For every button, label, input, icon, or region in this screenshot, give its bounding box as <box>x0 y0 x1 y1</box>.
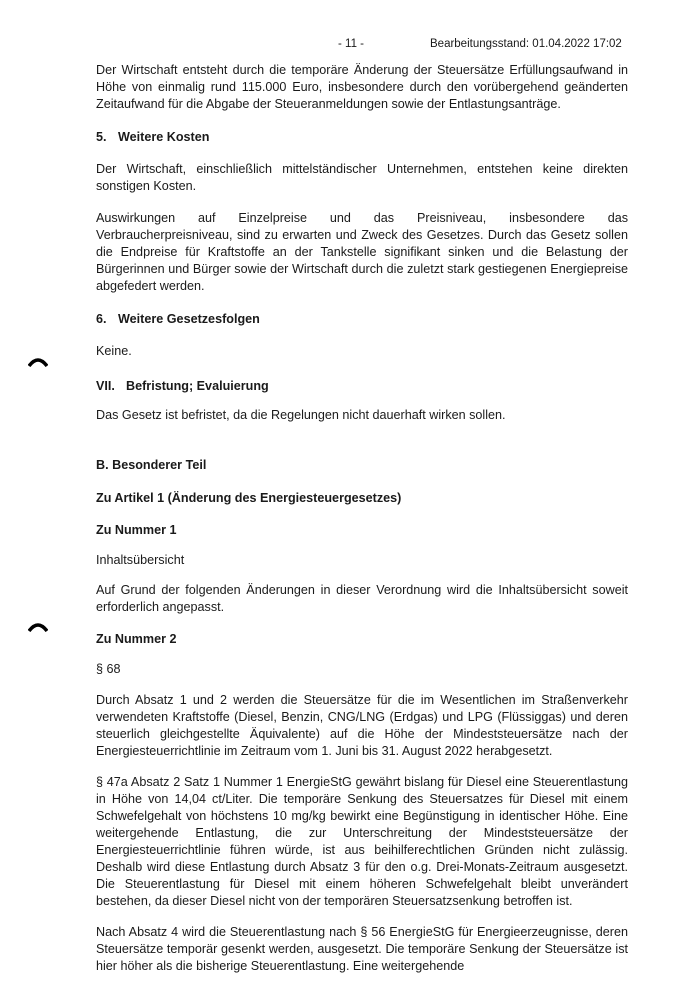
paragraph-intro: Der Wirtschaft entsteht durch die temporäre Änderung der Steuersätze Erfüllungsaufwand in Höhe von einmalig rund 115.000 Euro, insbesondere durch den vorübergehend geänderten Zeitaufwand für die Abgabe der Steueranmeldungen sowie der Entlastungsanträge. <box>96 63 628 111</box>
punch-hole-mark-icon <box>28 622 48 632</box>
paragraph-absatz-4: Nach Absatz 4 wird die Steuerentlastung nach § 56 EnergieStG für Energieerzeugnisse, deren Steuersätze temporär gesenkt werden, ausgesetzt. Die temporäre Senkung der Steuersätze ist hier höher als die bisherige Steuerentlastung. Eine weitergehende <box>96 925 628 973</box>
heading-artikel-1: Zu Artikel 1 (Änderung des Energiesteuergesetzes) <box>96 491 402 505</box>
paragraph-kosten-2: Auswirkungen auf Einzelpreise und das Preisniveau, insbesondere das Verbraucherpreisniveau, sind zu erwarten und Zweck des Gesetzes. Durch das Gesetz sollen die Endpreise für Kraftstoffe an der Tankstelle signifikant sinken und die Belastung der Bürgerinnen und Bürger sowie der Wirtschaft durch die zuletzt stark gestiegenen Energiepreise abgefedert werden. <box>96 211 628 293</box>
paragraph-kosten-1: Der Wirtschaft, einschließlich mittelständischer Unternehmen, entstehen keine direkten sonstigen Kosten. <box>96 162 628 193</box>
document-body <box>96 62 628 975</box>
heading-7: VII. Befristung; Evaluierung <box>96 379 269 393</box>
paragraph-befristung: Das Gesetz ist befristet, da die Regelungen nicht dauerhaft wirken sollen. <box>96 408 506 422</box>
heading-6: 6. Weitere Gesetzesfolgen <box>96 312 260 326</box>
paragraph-inhaltsuebersicht: Inhaltsübersicht <box>96 553 185 567</box>
paragraph-keine: Keine. <box>96 344 132 358</box>
paragraph-auf-grund: Auf Grund der folgenden Änderungen in dieser Verordnung wird die Inhaltsübersicht soweit erforderlich angepasst. <box>96 583 628 614</box>
edit-status: Bearbeitungsstand: 01.04.2022 17:02 <box>430 38 622 50</box>
heading-besonderer-teil: B. Besonderer Teil <box>96 458 207 472</box>
punch-hole-mark-icon <box>28 357 48 367</box>
page-number: - 11 - <box>338 38 364 50</box>
heading-nummer-2: Zu Nummer 2 <box>96 632 177 646</box>
heading-5: 5. Weitere Kosten <box>96 130 210 144</box>
paragraph-par-47a: § 47a Absatz 2 Satz 1 Nummer 1 EnergieStG gewährt bislang für Diesel eine Steuerentlastung in Höhe von 14,04 ct/Liter. Die temporäre Senkung des Steuersatzes für Diesel mit einem Schwefelgehalt von höchstens 10 mg/kg bewirkt eine Begünstigung in identischer Höhe. Eine weitergehende Entlastung, die zur Unterschreitung der Mindeststeuersätze der Energiesteuerrichtlinie führen würde, ist aus beihilferechtlichen Gründen nicht zulässig. Deshalb wird diese Entlastung durch Absatz 3 für den o.g. Drei-Monats-Zeitraum ausgesetzt. Die Steuerentlastung für Diesel mit einem höheren Schwefelgehalt bleibt unverändert bestehen, da dieser Diesel nicht von der temporären Steuersatzsenkung betroffen ist. <box>96 775 628 908</box>
paragraph-absatz-1-2: Durch Absatz 1 und 2 werden die Steuersätze für die im Wesentlichen im Straßenverkehr verwendeten Kraftstoffe (Diesel, Benzin, CNG/LNG (Erdgas) und LPG (Flüssiggas) und deren steuerlich gleichgestellte Äquivalente) auf die Höhe der Mindeststeuersätze nach der Energiesteuerrichtlinie im Zeitraum vom 1. Juni bis 31. August 2022 herabgesetzt. <box>96 693 628 758</box>
heading-nummer-1: Zu Nummer 1 <box>96 523 177 537</box>
paragraph-par-68: § 68 <box>96 662 121 676</box>
